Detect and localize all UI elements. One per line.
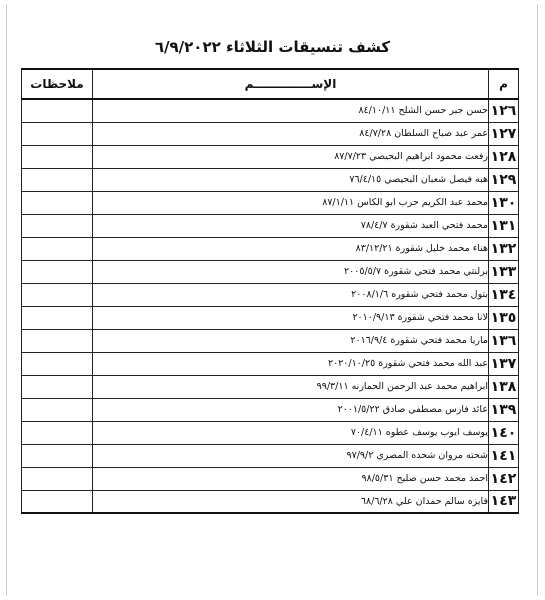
row-name: ابراهيم محمد عبد الرحمن الحمارنه ٩٩/٣/١١ xyxy=(93,375,489,398)
table-row xyxy=(22,306,519,329)
row-number: ١٢٨ xyxy=(489,145,519,168)
row-notes xyxy=(22,260,93,283)
row-name: رفعت محمود ابراهيم البحيصي ٨٧/٧/٢٣ xyxy=(93,145,489,168)
row-name: بتول محمد فتحي شقوره ٢٠٠٨/١/٦ xyxy=(93,283,489,306)
table-row xyxy=(22,122,519,145)
row-name: احمد محمد حسن صليح ٩٨/٥/٣١ xyxy=(93,467,489,490)
row-number: ١٣٤ xyxy=(489,283,519,306)
table-row xyxy=(22,168,519,191)
table-row xyxy=(22,145,519,168)
row-name: برلنتي محمد فتحي شقورة ٢٠٠٥/٥/٧ xyxy=(93,260,489,283)
table-row xyxy=(22,444,519,467)
header-notes: ملاحظات xyxy=(22,69,93,99)
table-row xyxy=(22,283,519,306)
table-row xyxy=(22,398,519,421)
header-number: م xyxy=(489,69,519,99)
table-row xyxy=(22,467,519,490)
row-number: ١٣٢ xyxy=(489,237,519,260)
row-number: ١٤٣ xyxy=(489,490,519,513)
row-notes xyxy=(22,237,93,260)
roster-table xyxy=(21,68,519,514)
header-name: الإســــــــــــــم xyxy=(93,69,489,99)
row-name: لانا محمد فتحي شقورة ٢٠١٠/٩/١٣ xyxy=(93,306,489,329)
row-number: ١٣٦ xyxy=(489,329,519,352)
row-name: عائد فارس مصطفي صادق ٢٠٠١/٥/٢٢ xyxy=(93,398,489,421)
row-notes xyxy=(22,329,93,352)
row-notes xyxy=(22,145,93,168)
row-number: ١٣٠ xyxy=(489,191,519,214)
row-number: ١٤٠ xyxy=(489,421,519,444)
row-name: شحته مروان شحده المصري ٩٧/٩/٢ xyxy=(93,444,489,467)
row-name: هناء محمد خليل شقورة ٨٣/١٢/٢١ xyxy=(93,237,489,260)
row-notes xyxy=(22,214,93,237)
row-notes xyxy=(22,398,93,421)
row-notes xyxy=(22,444,93,467)
row-name: حسن جبر حسن الشلح ٨٤/١٠/١١ xyxy=(93,99,489,122)
row-notes xyxy=(22,168,93,191)
row-notes xyxy=(22,122,93,145)
table-row xyxy=(22,490,519,513)
row-name: ماريا محمد فتحي شقورة ٢٠١٦/٩/٤ xyxy=(93,329,489,352)
header-row xyxy=(22,69,519,99)
row-notes xyxy=(22,375,93,398)
table-row xyxy=(22,260,519,283)
document-title: كشف تنسيقات الثلاثاء ٦/٩/٢٠٢٢ xyxy=(154,38,391,56)
row-name: محمد عبد الكريم حرب ابو الكاس ٨٧/١/١١ xyxy=(93,191,489,214)
row-notes xyxy=(22,490,93,513)
row-name: فايزه سالم حمدان علي ٦٨/٦/٢٨ xyxy=(93,490,489,513)
table-row xyxy=(22,352,519,375)
row-number: ١٣٣ xyxy=(489,260,519,283)
row-number: ١٢٦ xyxy=(489,99,519,122)
row-number: ١٣٩ xyxy=(489,398,519,421)
roster-body xyxy=(22,99,519,513)
row-notes xyxy=(22,306,93,329)
row-name: يوسف ايوب يوسف عطوه ٧٠/٤/١١ xyxy=(93,421,489,444)
row-notes xyxy=(22,191,93,214)
row-notes xyxy=(22,283,93,306)
row-name: محمد فتحي العبد شقورة ٧٨/٤/٧ xyxy=(93,214,489,237)
table-row xyxy=(22,214,519,237)
row-number: ١٣٧ xyxy=(489,352,519,375)
row-number: ١٣٥ xyxy=(489,306,519,329)
table-row xyxy=(22,375,519,398)
table-row xyxy=(22,237,519,260)
row-notes xyxy=(22,421,93,444)
row-number: ١٤١ xyxy=(489,444,519,467)
row-notes xyxy=(22,467,93,490)
row-name: هبه فيصل شعبان البحيصي ٧٦/٤/١٥ xyxy=(93,168,489,191)
table-row xyxy=(22,99,519,122)
table-row xyxy=(22,421,519,444)
row-notes xyxy=(22,99,93,122)
table-row xyxy=(22,329,519,352)
row-number: ١٢٩ xyxy=(489,168,519,191)
row-number: ١٣١ xyxy=(489,214,519,237)
row-name: عمر عبد صباح السلطان ٨٤/٧/٢٨ xyxy=(93,122,489,145)
table-row xyxy=(22,191,519,214)
row-notes xyxy=(22,352,93,375)
row-name: عبد الله محمد فتحي شقورة ٢٠٢٠/١٠/٢٥ xyxy=(93,352,489,375)
row-number: ١٤٢ xyxy=(489,467,519,490)
row-number: ١٣٨ xyxy=(489,375,519,398)
row-number: ١٢٧ xyxy=(489,122,519,145)
